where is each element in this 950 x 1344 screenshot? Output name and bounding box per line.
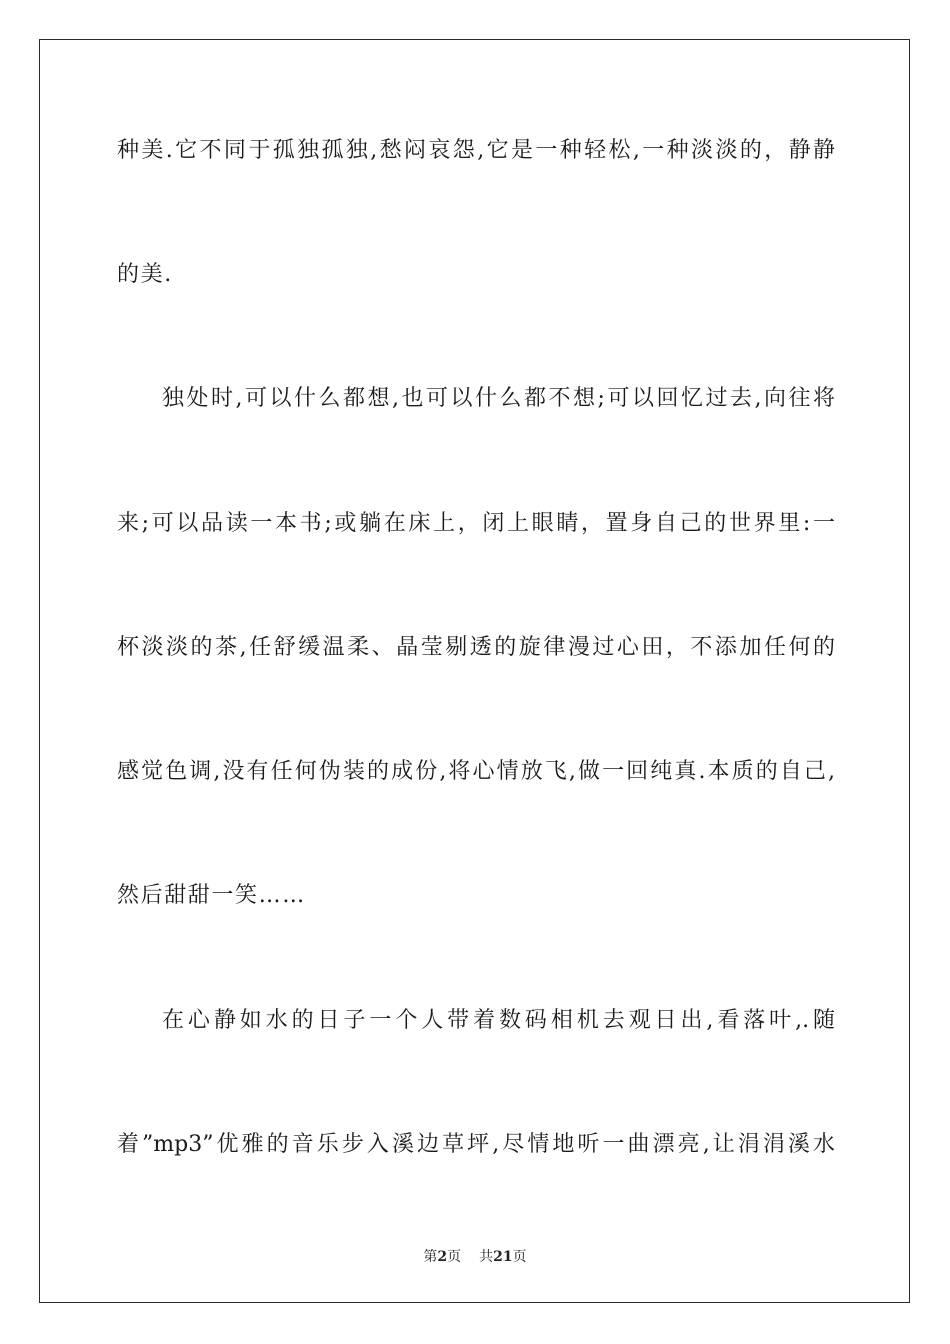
text-line: 着”mp3”优雅的音乐步入溪边草坪,尽情地听一曲漂亮,让涓涓溪水 (117, 1132, 835, 1157)
text-line: 种美.它不同于孤独孤独,愁闷哀怨,它是一种轻松,一种淡淡的，静静 (117, 138, 835, 163)
total-pages: 21 (493, 1249, 513, 1265)
text-line: 杯淡淡的茶,任舒缓温柔、晶莹剔透的旋律漫过心田，不添加任何的 (117, 635, 835, 660)
text-line: 来;可以品读一本书;或躺在床上，闭上眼睛，置身自己的世界里:一 (117, 511, 835, 536)
text-line: 独处时,可以什么都想,也可以什么都不想;可以回忆过去,向往将 (162, 386, 835, 411)
total-unit: 页 (512, 1249, 527, 1265)
text-line: 的美. (117, 262, 173, 287)
page-unit: 页 (447, 1249, 462, 1265)
page-prefix: 第 (423, 1249, 438, 1265)
text-line: 在心静如水的日子一个人带着数码相机去观日出,看落叶,.随 (162, 1008, 835, 1033)
text-line: 然后甜甜一笑…… (117, 883, 306, 908)
current-page-number: 2 (437, 1249, 448, 1265)
text-line: 感觉色调,没有任何伪装的成份,将心情放飞,做一回纯真.本质的自己, (117, 759, 835, 784)
page-border (39, 39, 910, 1303)
page-footer (0, 1247, 950, 1267)
total-prefix: 共 (479, 1249, 494, 1265)
